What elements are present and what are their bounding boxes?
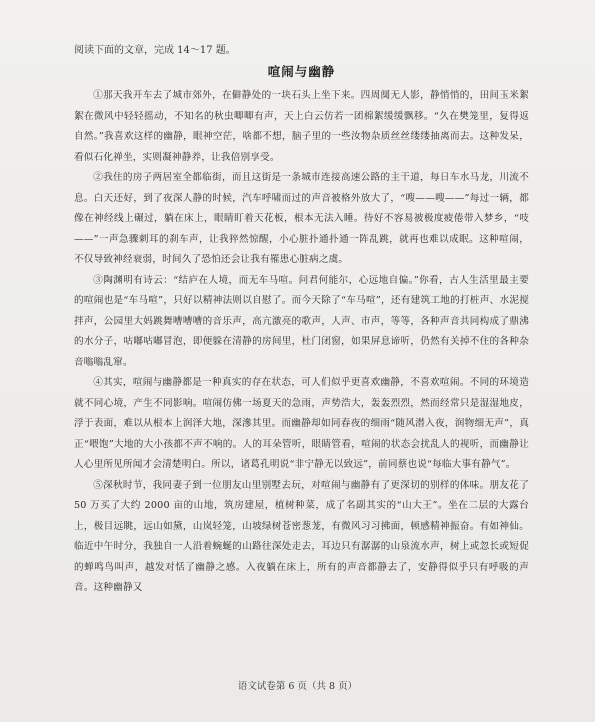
paragraph-4: ④其实，喧闹与幽静都是一种真实的存在状态，可人们似乎更喜欢幽静，不喜欢喧闹。不同的环境造就不同心境，产生不同影响。喧闹仿佛一场夏天的急雨，声势浩大，轰轰烈烈，然而经常只是湿湿地皮，浮于表面，难以从根本上润泽大地，深滲其里。而幽静却如同春夜的细雨“随风潜入夜，润物细无声”，真正“喂饱”大地的大小孩都不声不响的。人的耳朵管听，眼睛管看，喧闹的状态会扰乱人的视听，而幽静让人心里所见所闻才会清楚明白。所以，诸葛孔明说“非宁静无以致远”，前同蔡也说“每临大事有静气”。 bbox=[74, 377, 529, 470]
paragraph-2: ②我住的房子两居室全都临街，而且这街是一条城市连接高速公路的主干道，每日车水马龙，川流不息。白天还好，到了夜深人静的时候，汽车呼啸而过的声音被格外放大了，“嗖——嗖——”每过一辆，都像在神经线上碾过，躺在床上，眼睛盯着天花板，根本无法入睡。待好不容易被极度疲倦带入梦乡，“吱——”一声急骤刺耳的刹车声，让我猝然惊醒，小心脏扑通扑通一阵乱跳，就再也难以成眠。这种喧闹，不仅导致神经衰弱，时间久了恐怕还会让我有罹患心脏病之虞。 bbox=[74, 172, 529, 265]
paragraph-5: ⑤深秋时节，我同妻子到一位朋友山里别墅去玩，对喧闹与幽静有了更深切的别样的体味。朋友花了 50 万买了大约 2000 亩的山地，筑房建屋，植树种菜，成了名副其实的“山大王”。坐在二层的大露台上，极目远眺，远山如黛，山岚轻笼，山坡绿树苍密葱茏，有微风习习拂面，顿感精神振奋。有如神仙。临近中午时分，我独自一人沿着蜿蜒的山路往深处走去，耳边只有潺潺的山泉流水声，树上或忽长或短促的蝉鸣鸟叫声，越发对恬了幽静之感。入夜躺在床上，所有的声音都静去了，安静得似乎只有呼吸的声音。这种幽静又 bbox=[74, 479, 529, 593]
reading-instruction: 阅读下面的文章，完成 14～17 题。 bbox=[74, 45, 236, 56]
page-footer: 语文试卷第 6 页（共 8 页） bbox=[237, 681, 358, 692]
paragraph-1: ①那天我开车去了城市郊外，在僻静处的一块石头上坐下来。四周阒无人影，静悄悄的，田间玉米絮絮在微风中轻轻摇动，不知名的秋虫唧唧有声，天上白云仿若一团棉絮缓缓飘移。“久在樊笼里，复得返自然。”我喜欢这样的幽静，眼神空茫，啥都不想，脑子里的一些汝物杂质丝丝缕缕抽离而去。这种发呆，看似石化禅坐，实则凝神静养，让我倍别享受。 bbox=[74, 90, 529, 163]
article-title: 喧闹与幽静 bbox=[267, 64, 336, 79]
paragraph-3: ③陶渊明有诗云：“结庐在人境，而无车马喧。问君何能尔，心远地自偏。”你看，古人生活里最主要的喧闹也是“车马喧”，只好以精神法则以自慰了。而今天除了“车马喧”，还有建筑工地的打桩声、水泥搅拌声，公园里大妈跳舞嘈嘈嘈的音乐声，高亢激亮的歌声，人声、市声，等等，各种声音共同构成了鼎沸的水分子，咕嘟咕嘟冒泡，即便躲在清静的房间里，杜门闭窗，如果屏息谛听，仍然有关掉不住的各种杂音嗡嗡乱窜。 bbox=[74, 274, 529, 368]
